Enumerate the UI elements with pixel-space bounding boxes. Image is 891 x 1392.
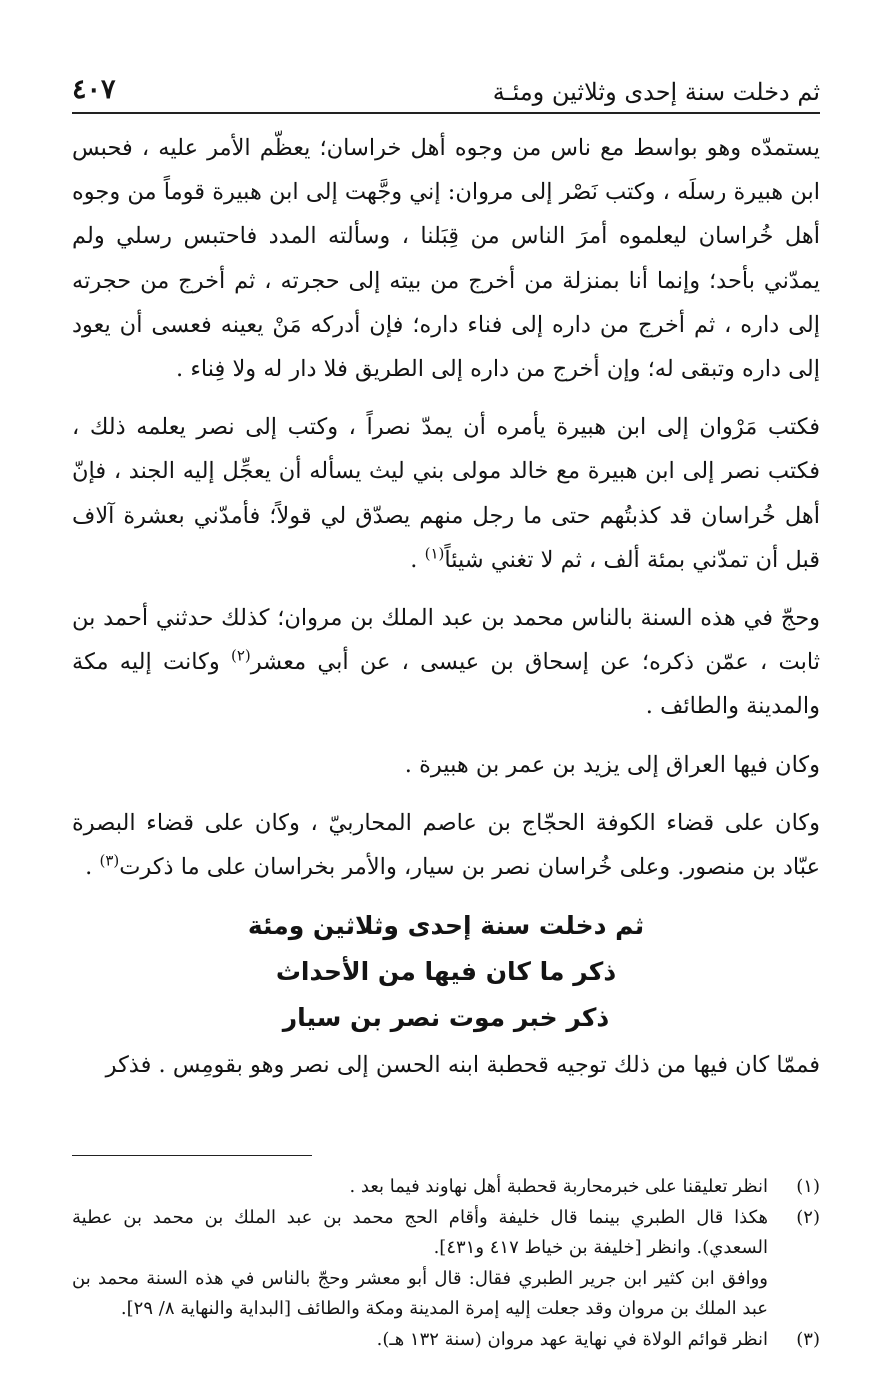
footnote-text: هكذا قال الطبري بينما قال خليفة وأقام الحج محمد بن عبد الملك بن محمد بن عطية السعدي). وانظر [خليفة بن خياط ٤١٧ و٤٣١].	[72, 1206, 768, 1258]
footnote-text: انظر تعليقنا على خبرمحاربة قحطبة أهل نهاوند فيما بعد .	[349, 1176, 768, 1197]
footnotes	[72, 1172, 820, 1355]
paragraph-4	[72, 743, 820, 787]
main-text	[72, 126, 820, 1101]
footnote-text: انظر قوائم الولاة في نهاية عهد مروان (سنة ١٣٢ هـ).	[376, 1328, 768, 1350]
footnote-2-continuation: ووافق ابن كثير ابن جرير الطبري فقال: قال أبو معشر وحجّ بالناس في هذه السنة محمد بن عبد الملك بن مروان وقد جعلت إليه إمرة المدينة ومكة والطائف [البداية والنهاية ٨/ ٢٩].	[72, 1267, 768, 1319]
footnote-1	[72, 1172, 820, 1203]
footnote-ref-3[interactable]: (٣)	[99, 851, 120, 870]
footnote-2	[72, 1203, 820, 1264]
paragraph-2-tail: .	[410, 546, 425, 573]
closing-paragraph: فممّا كان فيها من ذلك توجيه قحطبة ابنه الحسن إلى نصر وهو بقومِس . فذكر	[105, 1052, 820, 1079]
running-title: ثم دخلت سنة إحدى وثلاثين ومئـة	[492, 78, 820, 106]
section-heading-events: ذكر ما كان فيها من الأحداث	[275, 957, 617, 987]
paragraph-5-text: وكان على قضاء الكوفة الحجّاج بن عاصم المحاربيّ ، وكان على قضاء البصرة عبّاد بن منصور. وعلى خُراسان نصر بن سيار، والأمر بخراسان على ما ذكرت	[72, 809, 820, 881]
paragraph-3-text: وحجّ في هذه السنة بالناس محمد بن عبد الملك بن مروان؛ كذلك حدثني أحمد بن ثابت ، عمّن ذكره؛ عن إسحاق بن عيسى ، عن أبي معشر	[72, 605, 820, 676]
paragraph-2	[72, 405, 820, 582]
page-number: ٤٠٧	[72, 74, 116, 105]
paragraph-1-text: يستمدّه وهو بواسط مع ناس من وجوه أهل خراسان؛ يعظّم الأمر عليه ، فحبس ابن هبيرة رسلَه ، وكتب نَصْر إلى مروان: إني وجَّهت إلى ابن هبيرة قوماً من وجوه أهل خُراسان ليعلموه أمرَ الناس من قِبَلنا ، وسألته المدد فاحتبس رسلي ولم يمدّني بأحد؛ وإنما أنا بمنزلة من أخرج من بيته إلى حجرته ، ثم أخرج من حجرته إلى داره ، ثم أخرج من داره إلى فناء داره؛ فإن أدركه مَنْ يعينه فعسى أن يعود إلى داره وتبقى له؛ وإن أخرج من داره إلى الطريق فلا دار له ولا فِناء .	[72, 135, 820, 383]
book-page	[72, 60, 820, 1370]
section-heading-year: ثم دخلت سنة إحدى وثلاثين ومئة	[247, 911, 645, 941]
footnote-number: (٢)	[796, 1206, 820, 1228]
footnote-ref-2[interactable]: (٢)	[230, 646, 251, 665]
paragraph-3	[72, 596, 820, 729]
paragraph-5-tail: .	[85, 854, 100, 881]
paragraph-3-tail: وكانت إليه مكة والمدينة والطائف .	[72, 649, 820, 720]
paragraph-1	[72, 126, 820, 391]
footnote-ref-1[interactable]: (١)	[424, 544, 445, 563]
section-heading-nasr: ذكر خبر موت نصر بن سيار	[282, 1003, 610, 1033]
paragraph-2-text: فكتب مَرْوان إلى ابن هبيرة يأمره أن يمدّ نصراً ، وكتب إلى نصر يعلمه ذلك ، فكتب نصر إلى ابن هبيرة مع خالد مولى بني ليث يسأله أن يعجِّل إليه الجند ، فإنّ أهل خُراسان قد كذبتُهم حتى ما رجل منهم يصدّق لي قولاً؛ فأمدّني بعشرة آلاف قبل أن تمدّني بمئة ألف ، ثم لا تغني شيئاً	[72, 414, 820, 573]
paragraph-4-text: وكان فيها العراق إلى يزيد بن عمر بن هبيرة .	[404, 751, 820, 778]
footnote-number: (٣)	[796, 1328, 820, 1350]
footnote-3	[72, 1325, 820, 1356]
section-headings	[72, 903, 820, 1041]
footnote-number: (١)	[796, 1176, 820, 1197]
running-header	[72, 70, 820, 114]
paragraph-5	[72, 801, 820, 889]
footnote-separator	[72, 1155, 312, 1156]
